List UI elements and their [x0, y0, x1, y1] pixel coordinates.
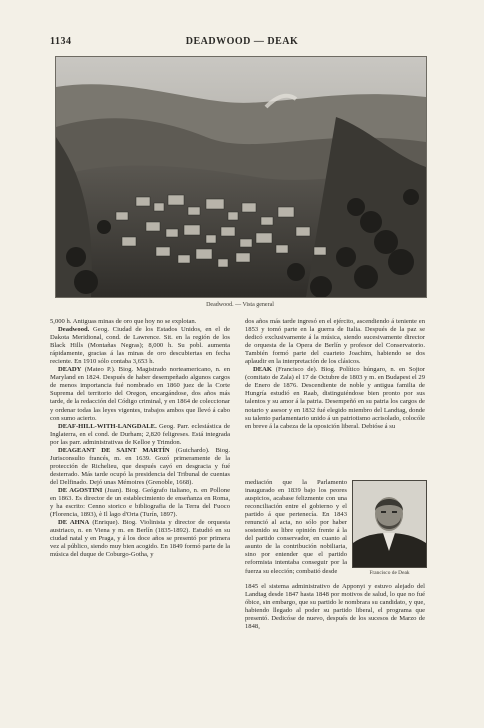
- entry-body: (Guichardo). Biog. Jurisconsulto francés, m. en 1639. Gozó primeramente de la protección de Richelieu, que después cayó en desgracia y fué desterrado. Más tarde ocupó la presidencia del Tribunal de cuentas del Delfinado. Dejó unas Mémoires (Grenoble, 1668).: [50, 446, 230, 486]
- entry-deaf-hill: [50, 423, 230, 447]
- headword-deadwood: Deadwood.: [58, 326, 90, 334]
- paragraph-wrap-text: mediación que la Parlamento inaugurado en 1839 bajo los peores auspicios, acabase felizmente con una reconciliación entre el gobierno y el partido á que pertenecía. En 1843 renunció al acta, no sólo por haber sostenido su libre opinión frente á la del partido conservador, en cuanto al asunto de la contribución nobiliaria, sino por entender que el partido reformista intentaba conseguir por la fuerza su elección; combatió desde: [245, 479, 347, 575]
- deak-portrait: [352, 480, 427, 568]
- text-column-left: [50, 318, 230, 559]
- entry-body: (Enrique). Biog. Violinista y director de orquesta austriaco, n. en Viena y m. en Berlín (1835-1892). Estudió en su ciudad natal y en Praga, y á los doce años se presentó por primera vez al público, siendo muy bien acogido. En 1849 formó parte de la música del duque de Coburgo-Gotha, y: [50, 519, 230, 559]
- headword-deady: DEADY: [58, 366, 82, 374]
- text-column-right-bottom: [245, 583, 425, 631]
- portrait-caption: Francisco de Deak: [369, 570, 410, 576]
- entry-body: Geog. Parr. eclesiástica de Inglaterra, en el cond. de Durham; 2,820 feligreses. Está integrada por las parr. administrativas de Kelloe y Trimdon.: [50, 422, 230, 446]
- entry-body: (Francisco de). Biog. Político húngaro, n. en Sojtor (comitato de Zala) el 17 de Octubre de 1803 y m. en Budapest el 29 de Enero de 1876. Descendiente de noble y antigua familia de Hungría estudió en Raab, distinguiéndose bien pronto por sus talentos y su amor á la patria. Desempeñó en su patria los cargos de notario y asesor y en 1832 fué elegido miembro del Landtag, donde su talento parlamentario unido á un patriotismo acrisolado, colocóle en breve á la cabeza de la oposición liberal. Debióse á su: [245, 366, 425, 430]
- headword-de-ahna: DE AHNA: [58, 519, 90, 527]
- entry-de-ahna: [50, 519, 230, 559]
- entry-body: (Mateo P.). Biog. Magistrado norteamericano, n. en Maryland en 1824. Después de haber desempeñado algunos cargos de menos importancia fué nombrado en 1860 juez de la Corte Suprema del territorio del Oregon, encargándose, dos años más tarde, de la redacción del Código criminal, y en 1864 de coleccionar y ordenar todas las leyes vigentes, trabajos ambos que llevó á cabo con sumo acierto.: [50, 366, 230, 422]
- headword-deaf-hill: DEAF-HILL-WITH-LANGDALE.: [58, 422, 157, 430]
- running-title: DEADWOOD — DEAK: [185, 36, 299, 47]
- entry-body: Geog. Ciudad de los Estados Unidos, en el de Dakota Meridional, cond. de Lawrence. Sit. en la región de los Black Hills (Montañas Negras); 8,000 h. Su pobl. aumenta rápidamente, gracias á las minas de oro descubiertas en fecha reciente. En 1910 sólo contaba 3,653 h.: [50, 326, 230, 366]
- photo-caption: Deadwood. — Vista general: [206, 302, 274, 308]
- page-header: [50, 36, 434, 48]
- entry-deak: [245, 366, 425, 430]
- headword-de-agostini: DE AGOSTINI: [58, 486, 103, 494]
- headword-deak: DEAK: [253, 366, 273, 374]
- deadwood-photograph: [55, 56, 427, 298]
- entry-deadwood: [50, 326, 230, 366]
- text-column-right: [245, 318, 425, 431]
- headword-deageant: DEAGEANT DE SAINT MARTÍN: [58, 446, 170, 454]
- entry-deady: [50, 366, 230, 422]
- text-column-right-wrap: [245, 479, 347, 576]
- page-number: 1134: [50, 36, 72, 47]
- entry-body: (Juan). Biog. Geógrafo italiano, n. en Pollone en 1863. Es director de un establecimiento de enseñanza en Roma, y ha escrito: Cenno storico e bibliografia de la Terra del Fuoco (Florencia, 1893), è Il lago d'Orta (Turín, 1897).: [50, 486, 230, 519]
- paragraph-continuation: 5,000 h. Antiguas minas de oro que hoy no se explotan.: [50, 318, 197, 325]
- paragraph-bottom: 1845 el sistema administrativo de Apponyi y estuvo alejado del Landtag desde 1847 hasta 1848 por motivos de salud, lo que no fué óbice, sin embargo, que su partido le nombrara su candidato, y que, habiendo llegado al poder su partido liberal, el programa que presentó. Dedicóse de nuevo, después de los sucesos de Marzo de 1848,: [245, 583, 425, 631]
- entry-de-agostini: [50, 487, 230, 519]
- entry-deageant: [50, 447, 230, 487]
- paragraph-continuation: dos años más tarde ingresó en el ejército, ascendiendo á teniente en 1853 y tomó parte en la guerra de Italia. Después de la paz se dedicó exclusivamente á la música, siendo sucesivamente director de orquesta de la Opera de Berlín y profesor del Conservatorio. También formó parte del cuarteto Joachim, habiendo se dos aplaudir en la interpretación de los clásicos.: [245, 318, 425, 366]
